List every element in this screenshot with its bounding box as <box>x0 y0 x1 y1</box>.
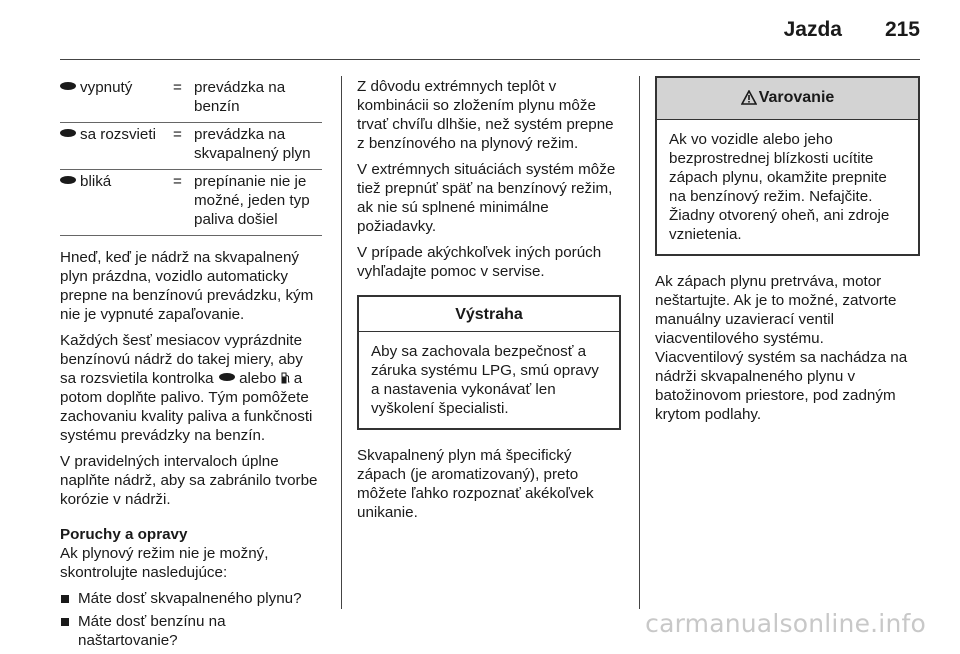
column-3 <box>655 77 920 431</box>
status-meaning: prepínanie nie je možné, jeden typ paliva došiel <box>194 173 310 228</box>
column-divider-1 <box>341 76 342 609</box>
column-1 <box>60 77 322 654</box>
paragraph: Skvapalnený plyn má špecifický zápach (je aromatizovaný), preto môžete ľahko rozpoznať akékoľvek unikanie. <box>357 447 594 521</box>
column-2 <box>357 77 621 529</box>
lamp-icon <box>219 373 235 381</box>
paragraph: Viacventilový systém sa nachádza na nádrži skvapalneného plynu v batožinovom priestore, pod zadným krytom podlahy. <box>655 349 908 423</box>
status-state: sa rozsvieti <box>80 126 156 143</box>
watermark: carmanualsonline.info <box>645 609 926 638</box>
fuel-pump-icon <box>281 372 290 384</box>
paragraph: V pravidelných intervaloch úplne naplňte nádrž, aby sa zabránilo tvorbe korózie v nádrži. <box>60 453 318 508</box>
column-divider-2 <box>639 76 640 609</box>
paragraph: V prípade akýchkoľvek iných porúch vyhľadajte pomoc v servise. <box>357 244 602 280</box>
lamp-icon <box>60 176 76 184</box>
caution-box <box>357 295 621 430</box>
warning-text: Ak vo vozidle alebo jeho bezprostrednej blízkosti ucítite zápach plynu, okamžite prepnite na benzínový režim. Nefajčite. Žiadny otvorený oheň, ani zdroje vznietenia. <box>669 131 890 243</box>
equals-sign: = <box>173 173 182 190</box>
paragraph: Hneď, keď je nádrž na skvapalnený plyn prázdna, vozidlo automaticky prepne na benzínovú prevádzku, kým nie je vypnuté zapaľovanie. <box>60 249 314 323</box>
status-state: vypnutý <box>80 79 133 96</box>
lamp-icon <box>60 82 76 90</box>
list-item: Máte dosť benzínu na naštartovanie? <box>60 612 322 650</box>
table-row <box>60 123 322 170</box>
equals-sign: = <box>173 126 182 143</box>
lamp-icon <box>60 129 76 137</box>
equals-sign: = <box>173 79 182 96</box>
paragraph: Z dôvodu extrémnych teplôt v kombinácii so zložením plynu môže trvať chvíľu dlhšie, než systém prepne z benzínového na plynový režim. <box>357 78 614 152</box>
warning-title: Varovanie <box>758 89 835 106</box>
caution-title: Výstraha <box>359 297 619 332</box>
paragraph: Ak plynový režim nie je možný, skontrolujte nasledujúce: <box>60 545 269 581</box>
page-header <box>60 16 920 50</box>
paragraph: V extrémnych situáciách systém môže tiež prepnúť späť na benzínový režim, ak nie sú splnené minimálne požiadavky. <box>357 161 616 235</box>
section-title: Jazda <box>783 18 842 41</box>
list-item: Máte dosť skvapalneného plynu? <box>60 589 322 608</box>
subheading: Poruchy a opravy <box>60 526 188 543</box>
caution-text: Aby sa zachovala bezpečnosť a záruka systému LPG, smú opravy a nastavenia vykonávať len vyškolení špecialisti. <box>371 343 599 417</box>
warning-box <box>655 76 920 256</box>
table-row <box>60 77 322 123</box>
table-row <box>60 170 322 236</box>
status-state: bliká <box>80 173 112 190</box>
header-divider <box>60 59 920 60</box>
paragraph: Ak zápach plynu pretrváva, motor neštartujte. Ak je to možné, zatvorte manuálny uzavierací ventil viacventilového systému. <box>655 273 897 347</box>
status-table <box>60 77 322 236</box>
status-meaning: prevádzka na skvapalnený plyn <box>194 126 311 162</box>
warning-triangle-icon <box>741 90 757 110</box>
page-number: 215 <box>884 18 920 41</box>
paragraph: Každých šesť mesiacov vyprázdnite benzínovú nádrž do takej miery, aby sa rozsvietila kontrolka alebo a potom doplňte palivo. Tým pomôžete zachovaniu kvality paliva a funkčnosti systému prevádzky na benzín. <box>60 332 313 444</box>
status-meaning: prevádzka na benzín <box>194 79 286 115</box>
